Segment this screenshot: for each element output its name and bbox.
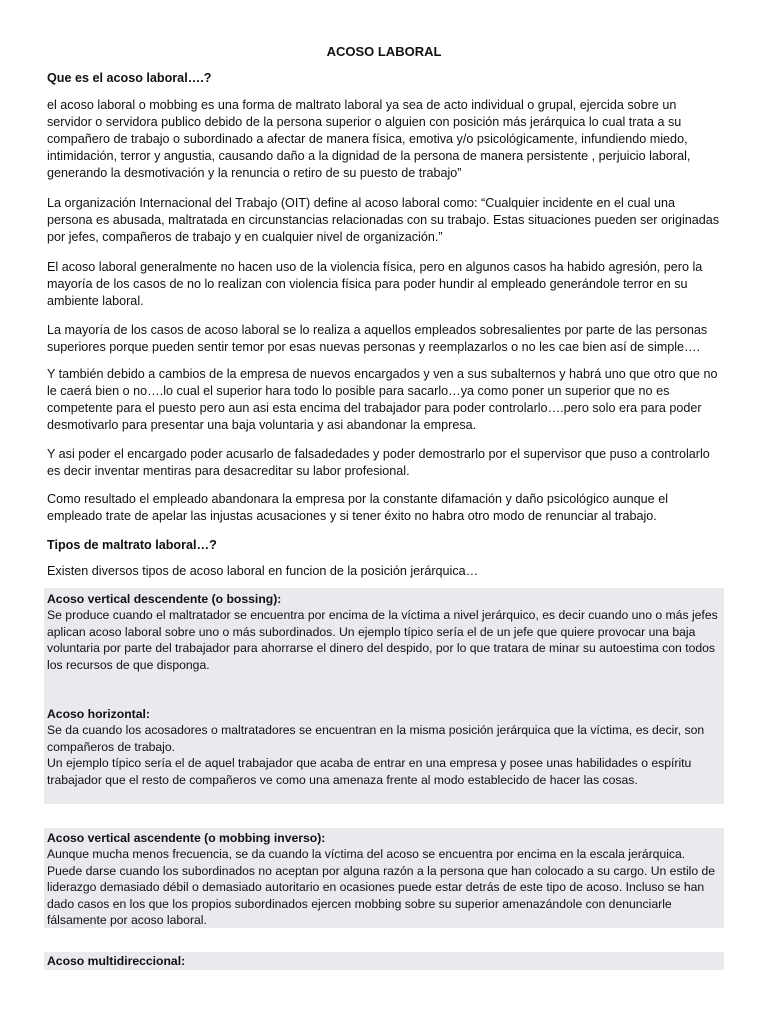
box-text: Aunque mucha menos frecuencia, se da cuando la víctima del acoso se encuentra por encima en la escala jerárquica. Puede darse cuando los subordinados no aceptan por alguna razón a la persona que han colocado a su cargo. Un estilo de liderazgo demasiado débil o demasiado autoritario en ocasiones puede estar detrás de este tipo de acoso. Incluso se han dado casos en los que los propios subordinados ejercen mobbing sobre su superior amenazándole con denunciarle fálsamente por acoso laboral. <box>47 847 716 928</box>
paragraph-8: Existen diversos tipos de acoso laboral en funcion de la posición jerárquica… <box>47 564 479 578</box>
paragraph-2: La organización Internacional del Trabajo (OIT) define al acoso laboral como: “Cualquier incidente en el cual una persona es abusada, maltratada en circunstancias relacionadas con su trabajo. Estas situaciones pueden ser originadas por jefes, compañeros de trabajo y en cualquier nivel de organización.” <box>47 196 720 244</box>
paragraph-oit <box>47 195 723 246</box>
box-horizontal <box>47 706 723 788</box>
paragraph-3: El acoso laboral generalmente no hacen uso de la violencia física, pero en algunos casos ha habido agresión, pero la mayoría de los casos de no lo realizan con violencia física para poder hundir al empleado generándole terror en su ambiente laboral. <box>47 260 703 308</box>
paragraph-violence <box>47 259 723 310</box>
paragraph-4: La mayoría de los casos de acoso laboral se lo realiza a aquellos empleados sobresalientes por parte de las personas superiores porque pueden sentir temor por esas nuevas personas y reemplazarlos o no les cae bien así de simple…. <box>47 323 708 354</box>
paragraph-definition <box>47 97 723 182</box>
heading-types: Tipos de maltrato laboral…? <box>47 538 217 552</box>
page-title: ACOSO LABORAL <box>326 44 442 59</box>
question-what-is <box>47 70 723 87</box>
heading-what-is: Que es el acoso laboral….? <box>47 71 212 85</box>
paragraph-accusations <box>47 446 723 480</box>
box-title: Acoso horizontal: <box>47 707 150 721</box>
box-text: Se produce cuando el maltratador se encuentra por encima de la víctima a nivel jerárquico, es decir cuando uno o más jefes aplican acoso laboral sobre uno o más subordinados. Un ejemplo típico sería el de un jefe que quiere provocar una baja voluntaria por parte del trabajador para ahorrarse el dinero del despido, por lo que tratara de minar su autoestima con todos los recursos de que disponga. <box>47 608 718 672</box>
box-text-2: Un ejemplo típico sería el de aquel trabajador que acaba de entrar en una empresa y posee unas habilidades o espíritu trabajador que el resto de compañeros ve como una amenaza frente al modo establecido de hacer las cosas. <box>47 756 692 787</box>
box-multidireccional <box>47 953 723 969</box>
box-text: Se da cuando los acosadores o maltratadores se encuentran en la misma posición jerárquica que la víctima, es decir, son compañeros de trabajo. <box>47 723 705 754</box>
paragraph-result <box>47 491 723 525</box>
paragraph-changes <box>47 366 723 434</box>
box-ascendente <box>47 830 723 928</box>
question-types <box>47 537 723 554</box>
box-bossing <box>47 591 723 673</box>
box-title: Acoso vertical descendente (o bossing): <box>47 592 282 606</box>
paragraph-1: el acoso laboral o mobbing es una forma de maltrato laboral ya sea de acto individual o grupal, ejercida sobre un servidor o servidora publico debido de la persona superior o alguien con posición más jerárquica lo cual trata a su compañero de trabajo o subordinado a afectar de manera física, emotiva y/o psicológicamente, infundiendo miedo, intimidación, terror y angustia, causando daño a la dignidad de la persona de manera persistente , perjuicio laboral, generando la desmotivación y la renuncia o retiro de su puesto de trabajo” <box>47 98 691 180</box>
box-title: Acoso multidireccional: <box>47 954 186 968</box>
paragraph-6: Y asi poder el encargado poder acusarlo de falsadedades y poder demostrarlo por el supervisor que puso a controlarlo es decir inventar mentiras para desacreditar su labor profesional. <box>47 447 710 478</box>
paragraph-5: Y también debido a cambios de la empresa de nuevos encargados y ven a sus subalternos y habrá uno que otro que no le caerá bien o no….lo cual el superior hara todo lo posible para sacarlo…ya como poner un superior que no es competente para el puesto pero aun asi esta encima del trabajador para poder controlarlo….pero solo era para poder desmotivarlo para presentar una baja voluntaria y asi abandonar la empresa. <box>47 367 718 432</box>
paragraph-types-intro <box>47 563 723 580</box>
paragraph-outstanding <box>47 322 723 356</box>
paragraph-7: Como resultado el empleado abandonara la empresa por la constante difamación y daño psicológico aunque el empleado trate de apelar las injustas acusaciones y si tener éxito no habra otro modo de renunciar al trabajo. <box>47 492 668 523</box>
box-title: Acoso vertical ascendente (o mobbing inverso): <box>47 831 326 845</box>
